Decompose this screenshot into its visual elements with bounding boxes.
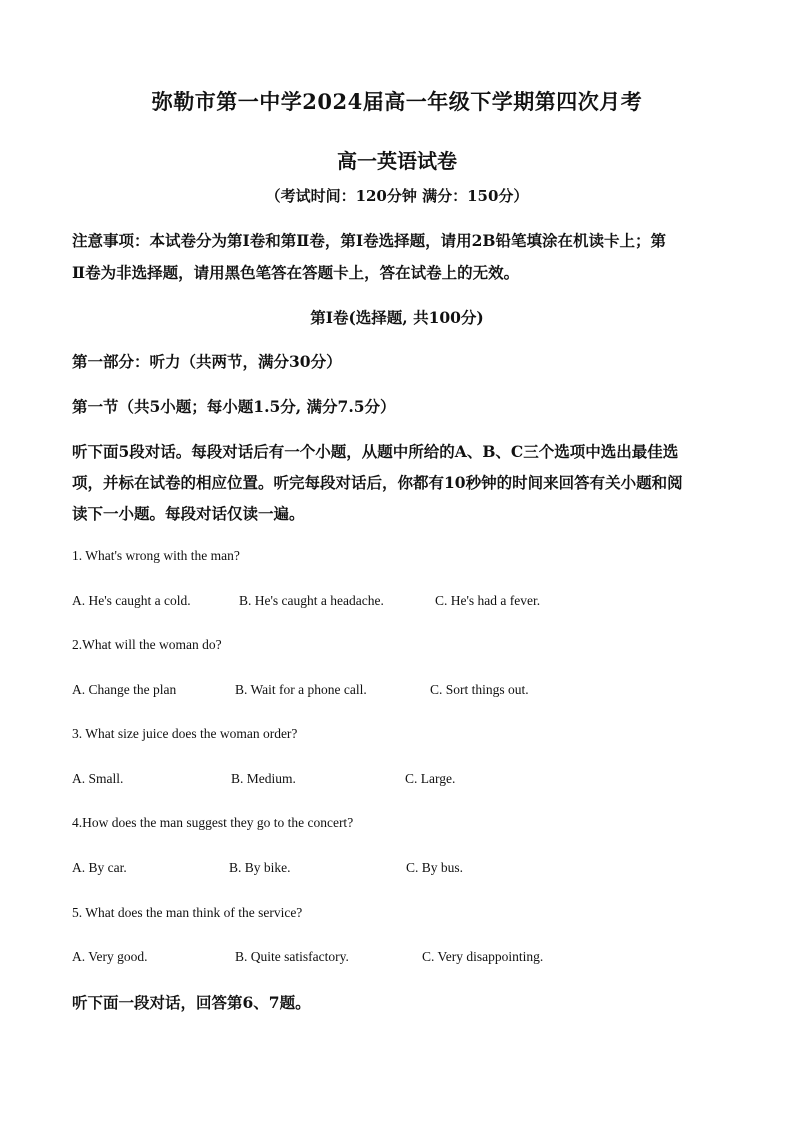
question-4-option-a: A. By car.: [72, 860, 127, 875]
question-2-option-c: C. Sort things out.: [430, 682, 529, 697]
question-4: 4.How does the man suggest they go to the concert?: [72, 815, 354, 830]
question-5-option-c: C. Very disappointing.: [422, 949, 544, 964]
question-3-option-a: A. Small.: [72, 771, 124, 786]
question-2-option-b: B. Wait for a phone call.: [235, 682, 367, 697]
exam-time-info: （考试时间：120分钟 满分：150分）: [265, 187, 529, 205]
question-1: 1. What's wrong with the man?: [72, 548, 240, 563]
question-1-option-c: C. He's had a fever.: [435, 593, 541, 608]
notice-line-2: Ⅱ卷为非选择题，请用黑色笔答在答题卡上，答在试卷上的无效。: [72, 263, 520, 282]
notice-line-1: 注意事项：本试卷分为第Ⅰ卷和第Ⅱ卷，第Ⅰ卷选择题，请用2B铅笔填涂在机读卡上；第: [72, 231, 666, 250]
exam-subtitle: 高一英语试卷: [337, 149, 457, 173]
question-1-option-b: B. He's caught a headache.: [239, 593, 384, 608]
question-5-option-b: B. Quite satisfactory.: [235, 949, 349, 964]
question-3-option-b: B. Medium.: [231, 771, 296, 786]
volume-title: 第Ⅰ卷(选择题, 共100分): [310, 308, 484, 327]
next-dialogue-instruction: 听下面一段对话，回答第6、7题。: [72, 993, 311, 1012]
instruction-line-1: 听下面5段对话。每段对话后有一个小题，从题中所给的A、B、C三个选项中选出最佳选: [72, 442, 679, 461]
question-4-option-b: B. By bike.: [229, 860, 291, 875]
question-2-option-a: A. Change the plan: [72, 682, 177, 697]
question-4-option-c: C. By bus.: [406, 860, 464, 875]
question-5-option-a: A. Very good.: [72, 949, 148, 964]
question-3: 3. What size juice does the woman order?: [72, 726, 298, 741]
question-3-option-c: C. Large.: [405, 771, 456, 786]
question-2: 2.What will the woman do?: [72, 637, 222, 652]
question-5: 5. What does the man think of the service?: [72, 905, 303, 920]
exam-title: 弥勒市第一中学2024届高一年级下学期第四次月考: [151, 89, 643, 114]
question-1-option-a: A. He's caught a cold.: [72, 593, 191, 608]
part1-title: 第一部分：听力（共两节，满分30分）: [72, 352, 342, 371]
section1-title: 第一节（共5小题；每小题1.5分, 满分7.5分）: [72, 397, 396, 416]
instruction-line-3: 读下一小题。每段对话仅读一遍。: [72, 504, 305, 523]
instruction-line-2: 项，并标在试卷的相应位置。听完每段对话后，你都有10秒钟的时间来回答有关小题和阅: [72, 473, 683, 492]
